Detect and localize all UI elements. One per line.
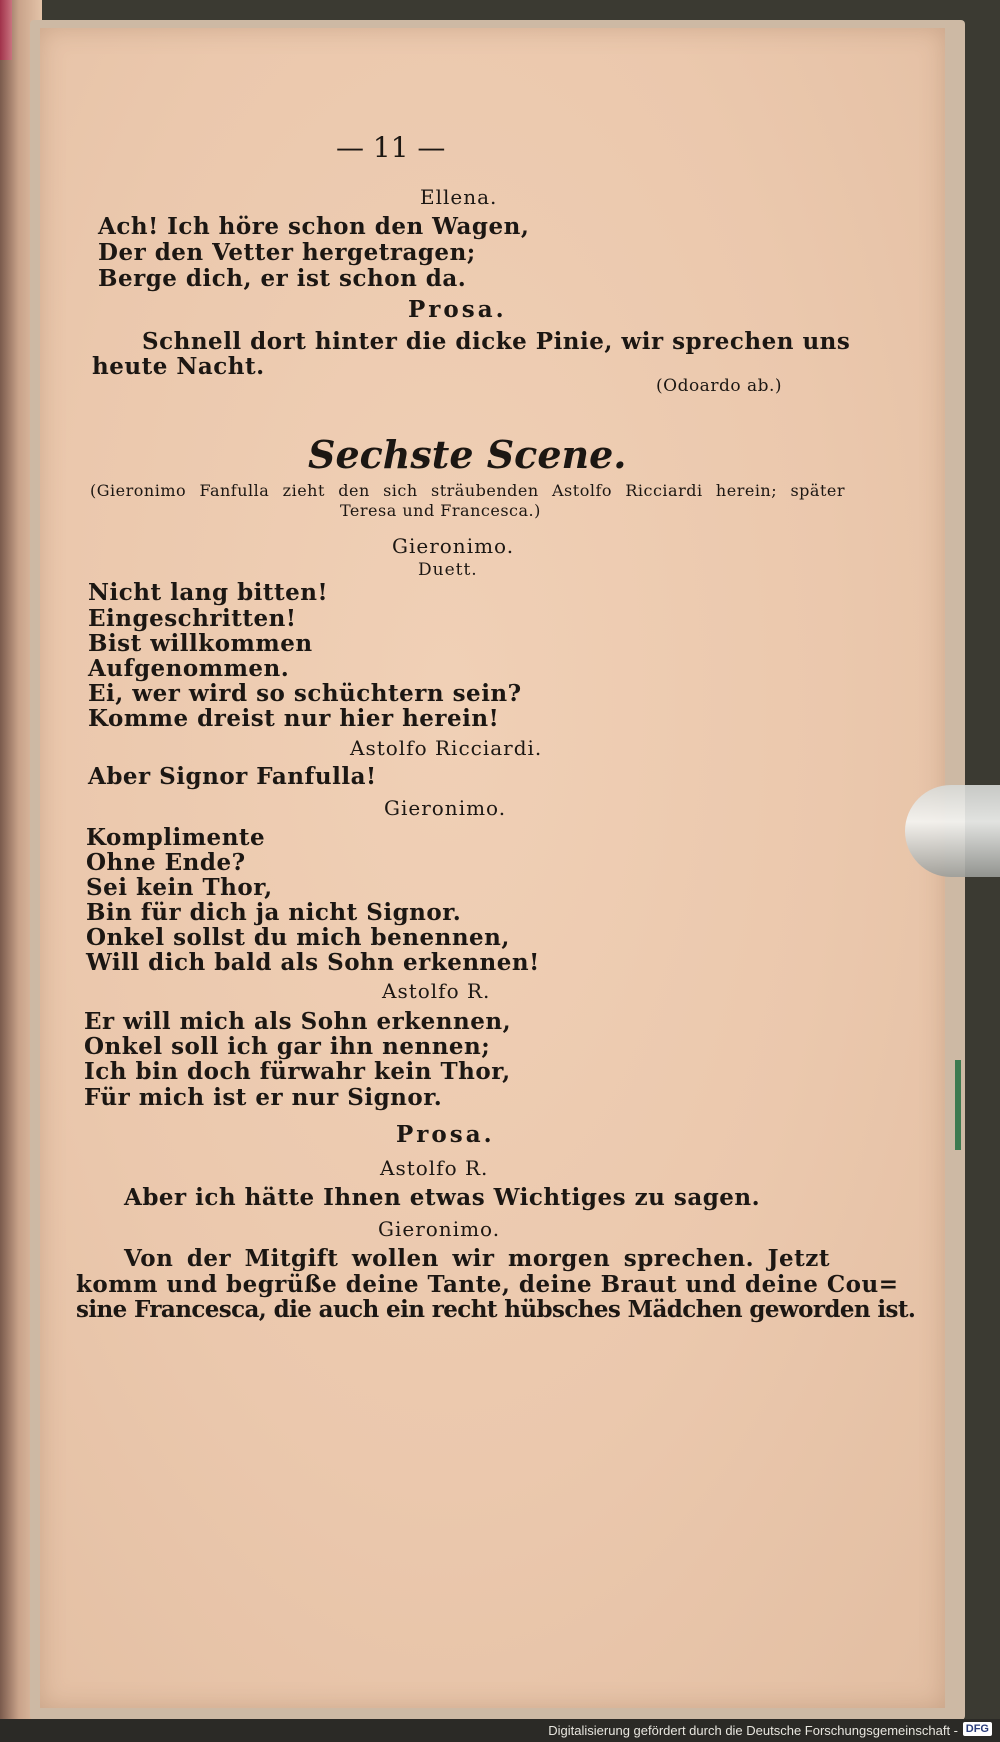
- stage-direction: (Gieronimo Fanfulla zieht den sich sträubenden Astolfo Ricciardi herein; später: [90, 481, 845, 500]
- verse-line: Komplimente: [86, 824, 266, 851]
- page-clip: [905, 785, 1000, 877]
- verse-line: Komme dreist nur hier herein!: [88, 705, 500, 732]
- verse-line: Will dich bald als Sohn erkennen!: [86, 949, 540, 976]
- verse-line: Ich bin doch fürwahr kein Thor,: [84, 1058, 511, 1085]
- page-number: — 11 —: [336, 131, 446, 164]
- speaker-astolfo: Astolfo R.: [380, 1156, 489, 1180]
- footer-credit: Digitalisierung gefördert durch die Deutsche Forschungsgemeinschaft -: [548, 1723, 958, 1738]
- speaker-astolfo: Astolfo Ricciardi.: [350, 736, 543, 760]
- speaker-astolfo: Astolfo R.: [382, 979, 491, 1003]
- green-edge-mark: [955, 1060, 961, 1150]
- scene-heading: Sechste Scene.: [308, 432, 627, 477]
- book-page: [40, 28, 945, 1708]
- verse-line: Der den Vetter hergetragen;: [98, 239, 476, 266]
- verse-line: Aufgenommen.: [88, 655, 290, 682]
- stage-direction: Teresa und Francesca.): [340, 501, 541, 520]
- stage-direction-exit: (Odoardo ab.): [656, 376, 783, 396]
- verse-line: Für mich ist er nur Signor.: [84, 1084, 443, 1111]
- section-label-prosa: Prosa.: [396, 1121, 495, 1148]
- prose-line: heute Nacht.: [92, 353, 265, 380]
- verse-line: Bin für dich ja nicht Signor.: [86, 899, 462, 926]
- prose-line: Aber ich hätte Ihnen etwas Wichtiges zu sagen.: [124, 1184, 761, 1211]
- prose-line: komm und begrüße deine Tante, deine Braut und deine Cou=: [76, 1271, 899, 1298]
- verse-line: Ohne Ende?: [86, 849, 246, 876]
- speaker-gieronimo: Gieronimo.: [392, 534, 515, 558]
- verse-line: Onkel sollst du mich benennen,: [86, 924, 510, 951]
- red-bookmark-edge: [0, 0, 12, 60]
- verse-line: Nicht lang bitten!: [88, 579, 329, 606]
- speaker-gieronimo: Gieronimo.: [384, 796, 507, 820]
- duett-label: Duett.: [418, 560, 478, 580]
- verse-line: Bist willkommen: [88, 630, 313, 657]
- verse-line: Berge dich, er ist schon da.: [98, 265, 467, 292]
- verse-line: Aber Signor Fanfulla!: [88, 763, 377, 790]
- verse-line: Er will mich als Sohn erkennen,: [84, 1008, 512, 1035]
- speaker-gieronimo: Gieronimo.: [378, 1217, 501, 1241]
- verse-line: Ach! Ich höre schon den Wagen,: [98, 213, 530, 240]
- prose-line: Von der Mitgift wollen wir morgen sprechen. Jetzt: [124, 1245, 830, 1272]
- digitization-footer: [0, 1719, 1000, 1742]
- verse-line: Onkel soll ich gar ihn nennen;: [84, 1033, 491, 1060]
- dfg-logo: DFG: [963, 1722, 992, 1736]
- verse-line: Ei, wer wird so schüchtern sein?: [88, 680, 522, 707]
- section-label-prosa: Prosa.: [408, 296, 507, 323]
- prose-line: Schnell dort hinter die dicke Pinie, wir sprechen uns: [142, 328, 851, 355]
- verse-line: Sei kein Thor,: [86, 874, 273, 901]
- speaker-ellena: Ellena.: [420, 185, 498, 209]
- prose-line: sine Francesca, die auch ein recht hübsches Mädchen geworden ist.: [76, 1296, 916, 1323]
- verse-line: Eingeschritten!: [88, 605, 297, 632]
